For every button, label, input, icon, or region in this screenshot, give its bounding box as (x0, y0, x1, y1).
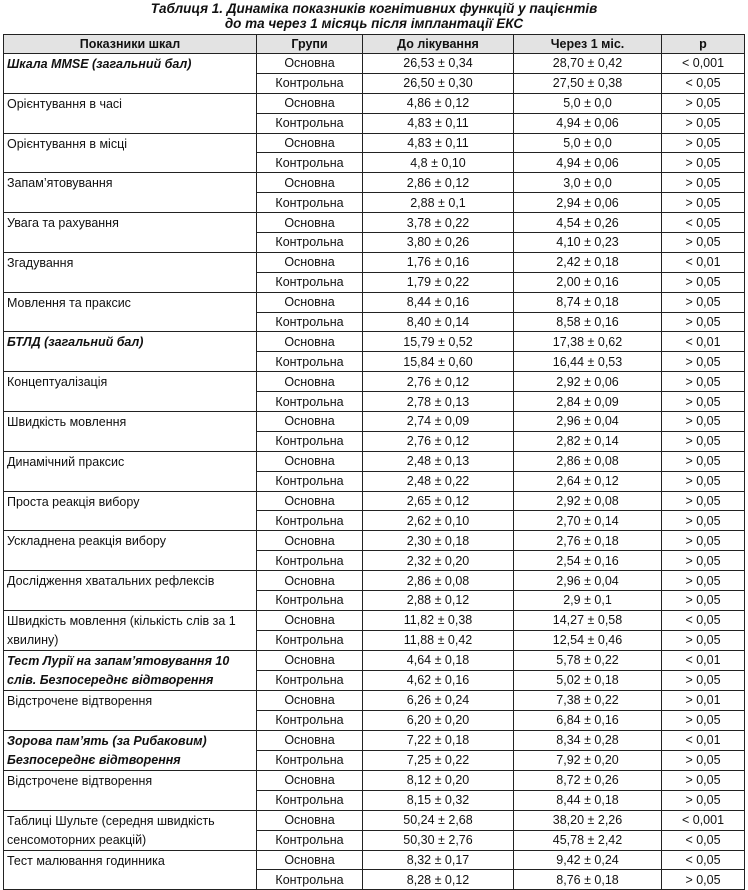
p-cell: > 0,05 (662, 412, 745, 432)
table-row (4, 213, 745, 233)
table-row (4, 491, 745, 511)
before-cell: 8,44 ± 0,16 (363, 292, 514, 312)
p-cell: > 0,05 (662, 511, 745, 531)
group-cell: Контрольна (257, 73, 363, 93)
before-cell: 2,48 ± 0,22 (363, 471, 514, 491)
after-cell: 28,70 ± 0,42 (514, 54, 662, 74)
group-cell: Основна (257, 54, 363, 74)
indicator-cell: Відстрочене відтворення (4, 690, 257, 730)
table-row (4, 650, 745, 670)
header-after: Через 1 міс. (514, 35, 662, 54)
indicator-cell: Відстрочене відтворення (4, 770, 257, 810)
group-cell: Контрольна (257, 511, 363, 531)
indicator-cell: Швидкість мовлення (кількість слів за 1 хвилину) (4, 610, 257, 650)
group-cell: Основна (257, 93, 363, 113)
p-cell: > 0,01 (662, 690, 745, 710)
group-cell: Контрольна (257, 830, 363, 850)
group-cell: Контрольна (257, 551, 363, 571)
table-row (4, 770, 745, 790)
after-cell: 2,70 ± 0,14 (514, 511, 662, 531)
before-cell: 1,76 ± 0,16 (363, 252, 514, 272)
group-cell: Основна (257, 213, 363, 233)
after-cell: 2,84 ± 0,09 (514, 392, 662, 412)
after-cell: 2,92 ± 0,08 (514, 491, 662, 511)
after-cell: 7,38 ± 0,22 (514, 690, 662, 710)
table-row (4, 412, 745, 432)
after-cell: 2,76 ± 0,18 (514, 531, 662, 551)
p-cell: < 0,05 (662, 610, 745, 630)
before-cell: 7,25 ± 0,22 (363, 750, 514, 770)
header-before: До лікування (363, 35, 514, 54)
after-cell: 2,96 ± 0,04 (514, 571, 662, 591)
before-cell: 4,83 ± 0,11 (363, 113, 514, 133)
group-cell: Основна (257, 571, 363, 591)
after-cell: 2,92 ± 0,06 (514, 372, 662, 392)
after-cell: 8,58 ± 0,16 (514, 312, 662, 332)
indicator-cell: Мовлення та праксис (4, 292, 257, 332)
group-cell: Основна (257, 850, 363, 870)
before-cell: 8,32 ± 0,17 (363, 850, 514, 870)
group-cell: Основна (257, 252, 363, 272)
table-row (4, 531, 745, 551)
group-cell: Контрольна (257, 113, 363, 133)
p-cell: > 0,05 (662, 710, 745, 730)
before-cell: 50,30 ± 2,76 (363, 830, 514, 850)
after-cell: 5,0 ± 0,0 (514, 133, 662, 153)
p-cell: > 0,05 (662, 312, 745, 332)
table-row (4, 810, 745, 830)
p-cell: > 0,05 (662, 272, 745, 292)
before-cell: 26,53 ± 0,34 (363, 54, 514, 74)
before-cell: 11,88 ± 0,42 (363, 630, 514, 650)
group-cell: Основна (257, 610, 363, 630)
table-row (4, 54, 745, 74)
table-row (4, 173, 745, 193)
before-cell: 4,8 ± 0,10 (363, 153, 514, 173)
before-cell: 4,64 ± 0,18 (363, 650, 514, 670)
indicator-cell: Увага та рахування (4, 213, 257, 253)
before-cell: 4,86 ± 0,12 (363, 93, 514, 113)
p-cell: > 0,05 (662, 431, 745, 451)
p-cell: > 0,05 (662, 352, 745, 372)
p-cell: < 0,001 (662, 54, 745, 74)
p-cell: > 0,05 (662, 870, 745, 890)
after-cell: 4,94 ± 0,06 (514, 113, 662, 133)
indicator-cell: Шкала MMSE (загальний бал) (4, 54, 257, 94)
group-cell: Контрольна (257, 153, 363, 173)
group-cell: Контрольна (257, 431, 363, 451)
group-cell: Контрольна (257, 710, 363, 730)
group-cell: Основна (257, 372, 363, 392)
after-cell: 8,72 ± 0,26 (514, 770, 662, 790)
before-cell: 4,83 ± 0,11 (363, 133, 514, 153)
data-table (3, 34, 745, 890)
group-cell: Контрольна (257, 670, 363, 690)
group-cell: Контрольна (257, 352, 363, 372)
p-cell: > 0,05 (662, 591, 745, 611)
before-cell: 6,26 ± 0,24 (363, 690, 514, 710)
indicator-cell: БТЛД (загальний бал) (4, 332, 257, 372)
after-cell: 12,54 ± 0,46 (514, 630, 662, 650)
group-cell: Контрольна (257, 312, 363, 332)
header-group: Групи (257, 35, 363, 54)
p-cell: > 0,05 (662, 790, 745, 810)
group-cell: Контрольна (257, 750, 363, 770)
after-cell: 2,96 ± 0,04 (514, 412, 662, 432)
table-title (0, 0, 748, 31)
p-cell: < 0,05 (662, 850, 745, 870)
after-cell: 8,44 ± 0,18 (514, 790, 662, 810)
group-cell: Контрольна (257, 870, 363, 890)
p-cell: > 0,05 (662, 571, 745, 591)
after-cell: 8,76 ± 0,18 (514, 870, 662, 890)
before-cell: 8,12 ± 0,20 (363, 770, 514, 790)
table-row (4, 451, 745, 471)
indicator-cell: Проста реакція вибору (4, 491, 257, 531)
indicator-cell: Ускладнена реакція вибору (4, 531, 257, 571)
group-cell: Контрольна (257, 591, 363, 611)
after-cell: 4,54 ± 0,26 (514, 213, 662, 233)
table-row (4, 133, 745, 153)
table-row (4, 730, 745, 750)
header-indicator: Показники шкал (4, 35, 257, 54)
before-cell: 11,82 ± 0,38 (363, 610, 514, 630)
after-cell: 4,94 ± 0,06 (514, 153, 662, 173)
after-cell: 9,42 ± 0,24 (514, 850, 662, 870)
after-cell: 2,64 ± 0,12 (514, 471, 662, 491)
after-cell: 16,44 ± 0,53 (514, 352, 662, 372)
group-cell: Основна (257, 173, 363, 193)
p-cell: < 0,01 (662, 252, 745, 272)
group-cell: Основна (257, 451, 363, 471)
indicator-cell: Швидкість мовлення (4, 412, 257, 452)
group-cell: Контрольна (257, 790, 363, 810)
after-cell: 8,34 ± 0,28 (514, 730, 662, 750)
after-cell: 5,02 ± 0,18 (514, 670, 662, 690)
indicator-cell: Концептуалізація (4, 372, 257, 412)
group-cell: Основна (257, 730, 363, 750)
before-cell: 7,22 ± 0,18 (363, 730, 514, 750)
before-cell: 15,84 ± 0,60 (363, 352, 514, 372)
group-cell: Основна (257, 412, 363, 432)
before-cell: 2,74 ± 0,09 (363, 412, 514, 432)
table-row (4, 610, 745, 630)
p-cell: > 0,05 (662, 471, 745, 491)
header-row (4, 35, 745, 54)
p-cell: > 0,05 (662, 193, 745, 213)
p-cell: > 0,05 (662, 372, 745, 392)
table-body (4, 54, 745, 890)
indicator-cell: Орієнтування в місці (4, 133, 257, 173)
p-cell: < 0,01 (662, 730, 745, 750)
before-cell: 3,80 ± 0,26 (363, 233, 514, 253)
p-cell: > 0,05 (662, 93, 745, 113)
after-cell: 27,50 ± 0,38 (514, 73, 662, 93)
before-cell: 2,48 ± 0,13 (363, 451, 514, 471)
after-cell: 5,0 ± 0,0 (514, 93, 662, 113)
table-title-line1: Таблиця 1. Динаміка показників когнітивних функцій у пацієнтів (150, 1, 598, 16)
table-row (4, 332, 745, 352)
indicator-cell: Тест Лурії на запам’ятовування 10 слів. Безпосереднє відтворення (4, 650, 257, 690)
p-cell: > 0,05 (662, 233, 745, 253)
before-cell: 2,62 ± 0,10 (363, 511, 514, 531)
p-cell: > 0,05 (662, 153, 745, 173)
after-cell: 6,84 ± 0,16 (514, 710, 662, 730)
before-cell: 2,76 ± 0,12 (363, 372, 514, 392)
after-cell: 5,78 ± 0,22 (514, 650, 662, 670)
group-cell: Основна (257, 690, 363, 710)
before-cell: 1,79 ± 0,22 (363, 272, 514, 292)
after-cell: 4,10 ± 0,23 (514, 233, 662, 253)
before-cell: 8,15 ± 0,32 (363, 790, 514, 810)
after-cell: 2,86 ± 0,08 (514, 451, 662, 471)
indicator-cell: Тест малювання годинника (4, 850, 257, 890)
header-p: p (662, 35, 745, 54)
after-cell: 38,20 ± 2,26 (514, 810, 662, 830)
after-cell: 2,54 ± 0,16 (514, 551, 662, 571)
group-cell: Основна (257, 810, 363, 830)
table-row (4, 571, 745, 591)
group-cell: Основна (257, 491, 363, 511)
p-cell: > 0,05 (662, 451, 745, 471)
indicator-cell: Запам’ятовування (4, 173, 257, 213)
p-cell: > 0,05 (662, 292, 745, 312)
indicator-cell: Динамічний праксис (4, 451, 257, 491)
p-cell: < 0,05 (662, 213, 745, 233)
group-cell: Контрольна (257, 193, 363, 213)
p-cell: > 0,05 (662, 630, 745, 650)
p-cell: > 0,05 (662, 491, 745, 511)
before-cell: 8,40 ± 0,14 (363, 312, 514, 332)
after-cell: 14,27 ± 0,58 (514, 610, 662, 630)
before-cell: 26,50 ± 0,30 (363, 73, 514, 93)
before-cell: 15,79 ± 0,52 (363, 332, 514, 352)
after-cell: 2,42 ± 0,18 (514, 252, 662, 272)
after-cell: 3,0 ± 0,0 (514, 173, 662, 193)
group-cell: Основна (257, 650, 363, 670)
p-cell: < 0,05 (662, 830, 745, 850)
table-row (4, 93, 745, 113)
before-cell: 2,88 ± 0,12 (363, 591, 514, 611)
before-cell: 50,24 ± 2,68 (363, 810, 514, 830)
after-cell: 2,9 ± 0,1 (514, 591, 662, 611)
p-cell: > 0,05 (662, 113, 745, 133)
p-cell: > 0,05 (662, 770, 745, 790)
before-cell: 2,32 ± 0,20 (363, 551, 514, 571)
p-cell: > 0,05 (662, 173, 745, 193)
after-cell: 7,92 ± 0,20 (514, 750, 662, 770)
table-row (4, 372, 745, 392)
p-cell: < 0,001 (662, 810, 745, 830)
group-cell: Контрольна (257, 233, 363, 253)
table-row (4, 850, 745, 870)
before-cell: 2,78 ± 0,13 (363, 392, 514, 412)
group-cell: Основна (257, 292, 363, 312)
indicator-cell: Зорова пам’ять (за Рибаковим) Безпосереднє відтворення (4, 730, 257, 770)
group-cell: Контрольна (257, 272, 363, 292)
after-cell: 17,38 ± 0,62 (514, 332, 662, 352)
before-cell: 2,30 ± 0,18 (363, 531, 514, 551)
table-row (4, 690, 745, 710)
indicator-cell: Таблиці Шульте (середня швидкість сенсомоторних реакцій) (4, 810, 257, 850)
group-cell: Основна (257, 133, 363, 153)
indicator-cell: Згадування (4, 252, 257, 292)
after-cell: 2,94 ± 0,06 (514, 193, 662, 213)
indicator-cell: Дослідження хватальних рефлексів (4, 571, 257, 611)
table-row (4, 292, 745, 312)
group-cell: Контрольна (257, 392, 363, 412)
after-cell: 8,74 ± 0,18 (514, 292, 662, 312)
before-cell: 2,86 ± 0,08 (363, 571, 514, 591)
p-cell: < 0,05 (662, 73, 745, 93)
p-cell: < 0,01 (662, 332, 745, 352)
p-cell: > 0,05 (662, 531, 745, 551)
before-cell: 4,62 ± 0,16 (363, 670, 514, 690)
group-cell: Контрольна (257, 471, 363, 491)
before-cell: 2,86 ± 0,12 (363, 173, 514, 193)
after-cell: 2,00 ± 0,16 (514, 272, 662, 292)
before-cell: 2,88 ± 0,1 (363, 193, 514, 213)
indicator-cell: Орієнтування в часі (4, 93, 257, 133)
table-title-line2: до та через 1 місяць після імплантації ЕКС (224, 16, 524, 31)
before-cell: 2,65 ± 0,12 (363, 491, 514, 511)
before-cell: 6,20 ± 0,20 (363, 710, 514, 730)
after-cell: 2,82 ± 0,14 (514, 431, 662, 451)
after-cell: 45,78 ± 2,42 (514, 830, 662, 850)
before-cell: 8,28 ± 0,12 (363, 870, 514, 890)
group-cell: Основна (257, 770, 363, 790)
group-cell: Контрольна (257, 630, 363, 650)
p-cell: > 0,05 (662, 750, 745, 770)
group-cell: Основна (257, 332, 363, 352)
table-row (4, 252, 745, 272)
group-cell: Основна (257, 531, 363, 551)
p-cell: < 0,01 (662, 650, 745, 670)
p-cell: > 0,05 (662, 133, 745, 153)
before-cell: 3,78 ± 0,22 (363, 213, 514, 233)
before-cell: 2,76 ± 0,12 (363, 431, 514, 451)
p-cell: > 0,05 (662, 551, 745, 571)
p-cell: > 0,05 (662, 392, 745, 412)
p-cell: > 0,05 (662, 670, 745, 690)
